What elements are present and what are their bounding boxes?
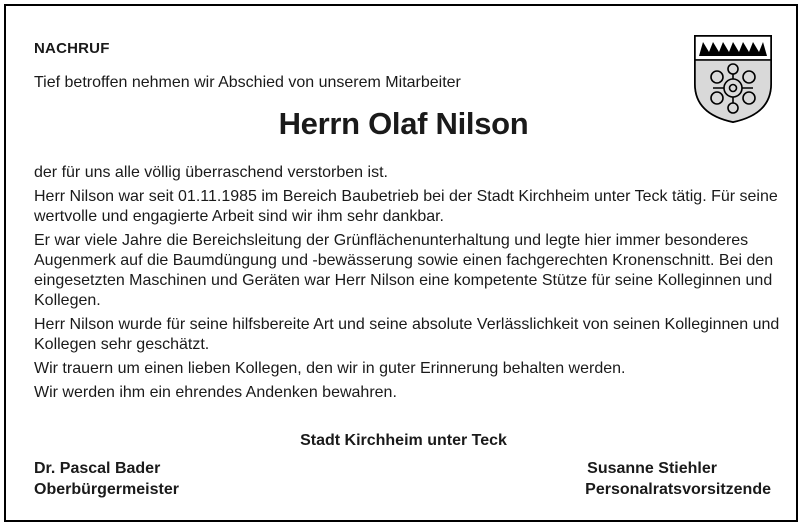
signatory-title: Personalratsvorsitzende	[585, 481, 771, 498]
paragraph: der für uns alle völlig überraschend verstorben ist.	[34, 164, 388, 181]
paragraph: Herr Nilson war seit 01.11.1985 im Bereich Baubetrieb bei der Stadt Kirchheim unter Teck tätig. Für seine wertvolle und engagierte Arbeit sind wir ihm sehr dankbar.	[34, 188, 778, 225]
organization-name: Stadt Kirchheim unter Teck	[300, 432, 507, 449]
signatory-right	[585, 458, 771, 500]
paragraph: Wir trauern um einen lieben Kollegen, den wir in guter Erinnerung behalten werden.	[34, 360, 626, 377]
paragraph: Herr Nilson wurde für seine hilfsbereite Art und seine absolute Verlässlichkeit von seinen Kolleginnen und Kollegen sehr geschätzt.	[34, 316, 780, 353]
signatory-name: Susanne Stiehler	[587, 460, 717, 477]
signatory-title: Oberbürgermeister	[34, 481, 179, 498]
intro-text: Tief betroffen nehmen wir Abschied von unserem Mitarbeiter	[34, 74, 461, 91]
signatory-name: Dr. Pascal Bader	[34, 460, 161, 477]
paragraph: Er war viele Jahre die Bereichsleitung der Grünflächenunterhaltung und legte hier immer besonderes Augenmerk auf die Baumdüngung und -bewässerung sowie einen fachgerechten Kronenschnitt. Bei den eingesetzten Maschinen und Geräten war Herr Nilson eine kompetente Stütze für seine Kolleginnen und Kollegen.	[34, 232, 774, 309]
deceased-name: Herrn Olaf Nilson	[278, 106, 529, 141]
obituary-heading: NACHRUF	[34, 40, 110, 57]
coat-of-arms-icon	[693, 34, 773, 124]
paragraph: Wir werden ihm ein ehrendes Andenken bewahren.	[34, 384, 397, 401]
obituary-body	[34, 163, 784, 407]
signatory-left	[34, 458, 179, 500]
